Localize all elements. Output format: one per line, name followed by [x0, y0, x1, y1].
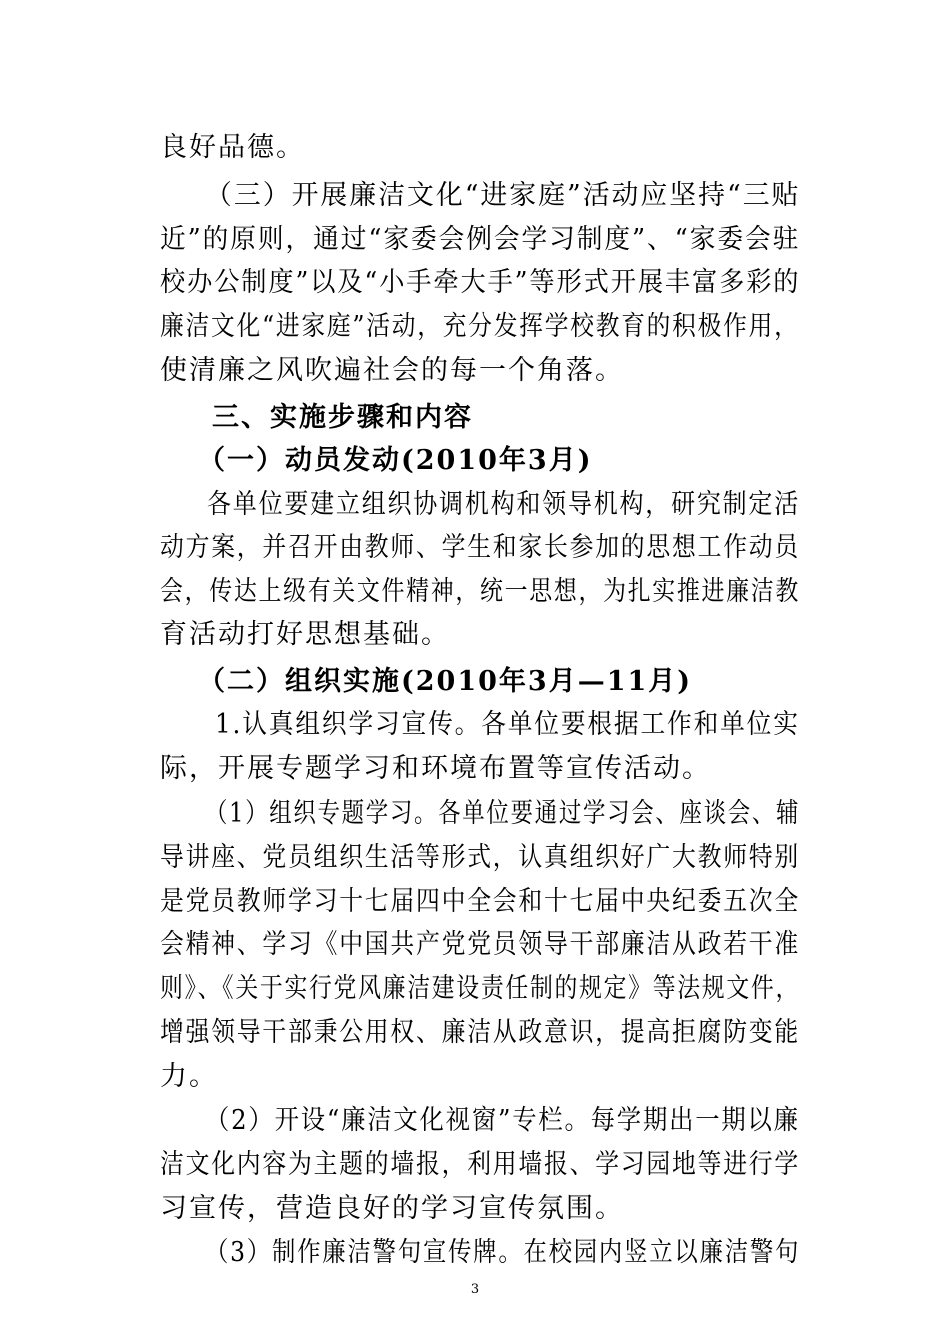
subsection-heading: （一）动员发动(2010年3月) — [198, 445, 593, 476]
text-line: （1）组织专题学习。各单位要通过学习会、座谈会、辅 — [205, 798, 801, 829]
subsection-heading: （二）组织实施(2010年3月—11月) — [198, 666, 693, 697]
text-line: 校办公制度”以及“小手牵大手”等形式开展丰富多彩的 — [160, 267, 801, 298]
text-line: 动方案，并召开由教师、学生和家长参加的思想工作动员 — [160, 532, 800, 563]
text-line: （2）开设“廉洁文化视窗”专栏。每学期出一期以廉 — [205, 1105, 800, 1136]
text-line: （三）开展廉洁文化“进家庭”活动应坚持“三贴 — [205, 180, 801, 211]
text-line: 1.认真组织学习宣传。各单位要根据工作和单位实 — [215, 709, 800, 740]
text-line: 际，开展专题学习和环境布置等宣传活动。 — [160, 753, 711, 784]
text-line: 是党员教师学习十七届四中全会和十七届中央纪委五次全 — [160, 886, 800, 917]
text-line: 习宣传，营造良好的学习宣传氛围。 — [160, 1193, 624, 1224]
text-line: 廉洁文化“进家庭”活动，充分发挥学校教育的积极作用， — [160, 311, 800, 342]
text-line: （3）制作廉洁警句宣传牌。在校园内竖立以廉洁警句 — [205, 1237, 801, 1268]
text-line: 会，传达上级有关文件精神，统一思想，为扎实推进廉洁教 — [160, 576, 800, 607]
text-line: 良好品德。 — [160, 132, 305, 163]
section-heading: 三、实施步骤和内容 — [212, 402, 473, 433]
text-line: 导讲座、党员组织生活等形式，认真组织好广大教师特别 — [160, 842, 800, 873]
text-line: 育活动打好思想基础。 — [160, 619, 450, 650]
text-line: 则》、《关于实行党风廉洁建设责任制的规定》等法规文件， — [160, 973, 800, 1004]
page-number: 3 — [470, 1282, 480, 1297]
text-line: 会精神、学习《中国共产党党员领导干部廉洁从政若干准 — [160, 929, 800, 960]
text-line: 力。 — [160, 1061, 218, 1092]
text-line: 近”的原则，通过“家委会例会学习制度”、“家委会驻 — [160, 224, 801, 255]
text-line: 洁文化内容为主题的墙报，利用墙报、学习园地等进行学 — [160, 1149, 800, 1180]
text-line: 增强领导干部秉公用权、廉洁从政意识，提高拒腐防变能 — [160, 1017, 800, 1048]
text-line: 各单位要建立组织协调机构和领导机构，研究制定活 — [207, 489, 800, 520]
text-line: 使清廉之风吹遍社会的每一个角落。 — [160, 355, 624, 386]
